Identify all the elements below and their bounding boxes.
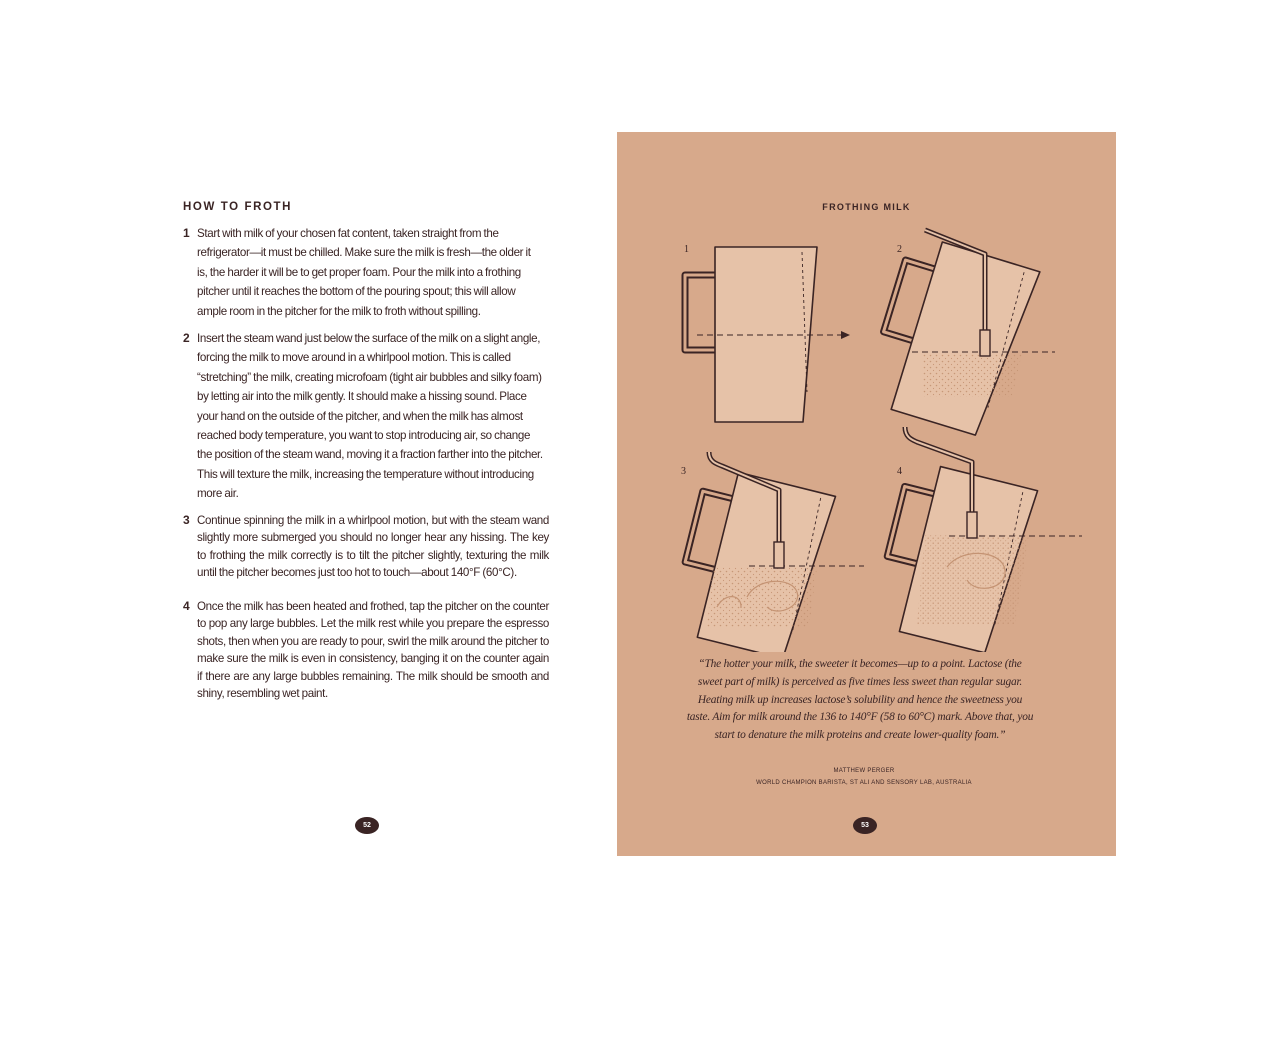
right-page bbox=[617, 132, 1116, 856]
figure-label-3: 3 bbox=[681, 466, 686, 477]
step-item bbox=[183, 598, 549, 703]
pitcher-1 bbox=[684, 244, 850, 422]
step-number: 4 bbox=[183, 598, 190, 613]
pitcher-4 bbox=[870, 427, 1082, 652]
step-item bbox=[183, 224, 535, 321]
step-text: Insert the steam wand just below the surface of the milk on a slight angle, forcing the milk to move around in a whirlpool motion. This is called “stretching” the milk, creating microfoam (tight air bubbles and silky foam) by letting air into the milk gently. It should make a hissing sound. Place your hand on the outside of the pitcher, and when the milk has almost reached body temperature, you want to stop introducing air, so change the position of the steam wand, moving it a fraction farther into the pitcher. This will texture the milk, increasing the temperature without introducing more air. bbox=[197, 332, 543, 501]
step-number: 3 bbox=[183, 512, 190, 527]
steps-list bbox=[183, 224, 550, 703]
figure-title: FROTHING MILK bbox=[822, 202, 911, 212]
left-page bbox=[0, 132, 617, 856]
step-number: 2 bbox=[183, 331, 190, 346]
step-text: Start with milk of your chosen fat content, taken straight from the refrigerator—it must be chilled. Make sure the milk is fresh—the older it is, the harder it will be to get proper foam. Pour the milk into a frothing pitcher until it reaches the bottom of the pouring spout; this will allow ample room in the pitcher for the milk to froth without spilling. bbox=[197, 227, 531, 318]
pitcher-2 bbox=[862, 230, 1055, 439]
figure-label-1: 1 bbox=[684, 244, 689, 255]
step-text: Continue spinning the milk in a whirlpool motion, but with the steam wand slightly more submerged you should no longer hear any hissing. The key to frothing the milk correctly is to tilt the pitcher slightly, texturing the milk until the pitcher becomes just too hot to touch—about 140°F (60°C). bbox=[197, 513, 549, 580]
figure-label-4: 4 bbox=[897, 466, 902, 477]
section-heading: HOW TO FROTH bbox=[183, 201, 293, 213]
step-item bbox=[183, 512, 549, 582]
step-item bbox=[183, 329, 547, 504]
quote-attribution-role: WORLD CHAMPION BARISTA, ST ALI AND SENSORY LAB, AUSTRALIA bbox=[756, 780, 972, 786]
quote-text: “The hotter your milk, the sweeter it becomes—up to a point. Lactose (the sweet part of milk) is perceived as five times less sweet than regular sugar. Heating milk up increases lactose’s solubility and hence the sweetness you taste. Aim for milk around the 136 to 140°F (58 to 60°C) mark. Above that, you start to denature the milk proteins and create lower-quality foam.” bbox=[686, 658, 1034, 742]
figure-label-2: 2 bbox=[897, 244, 902, 255]
page-number: 52 bbox=[355, 817, 379, 834]
step-number: 1 bbox=[183, 226, 190, 240]
page-number: 53 bbox=[853, 817, 877, 834]
pitcher-3 bbox=[668, 452, 864, 652]
step-text: Once the milk has been heated and frothed, tap the pitcher on the counter to pop any large bubbles. Let the milk rest while you prepare the espresso shots, then when you are ready to pour, swirl the milk around the pitcher to make sure the milk is even in consistency, banging it on the counter again if there are any large bubbles remaining. The milk should be smooth and shiny, resembling wet paint. bbox=[197, 599, 549, 701]
quote-attribution-name: MATTHEW PERGER bbox=[833, 768, 895, 774]
frothing-illustration bbox=[617, 222, 1116, 652]
